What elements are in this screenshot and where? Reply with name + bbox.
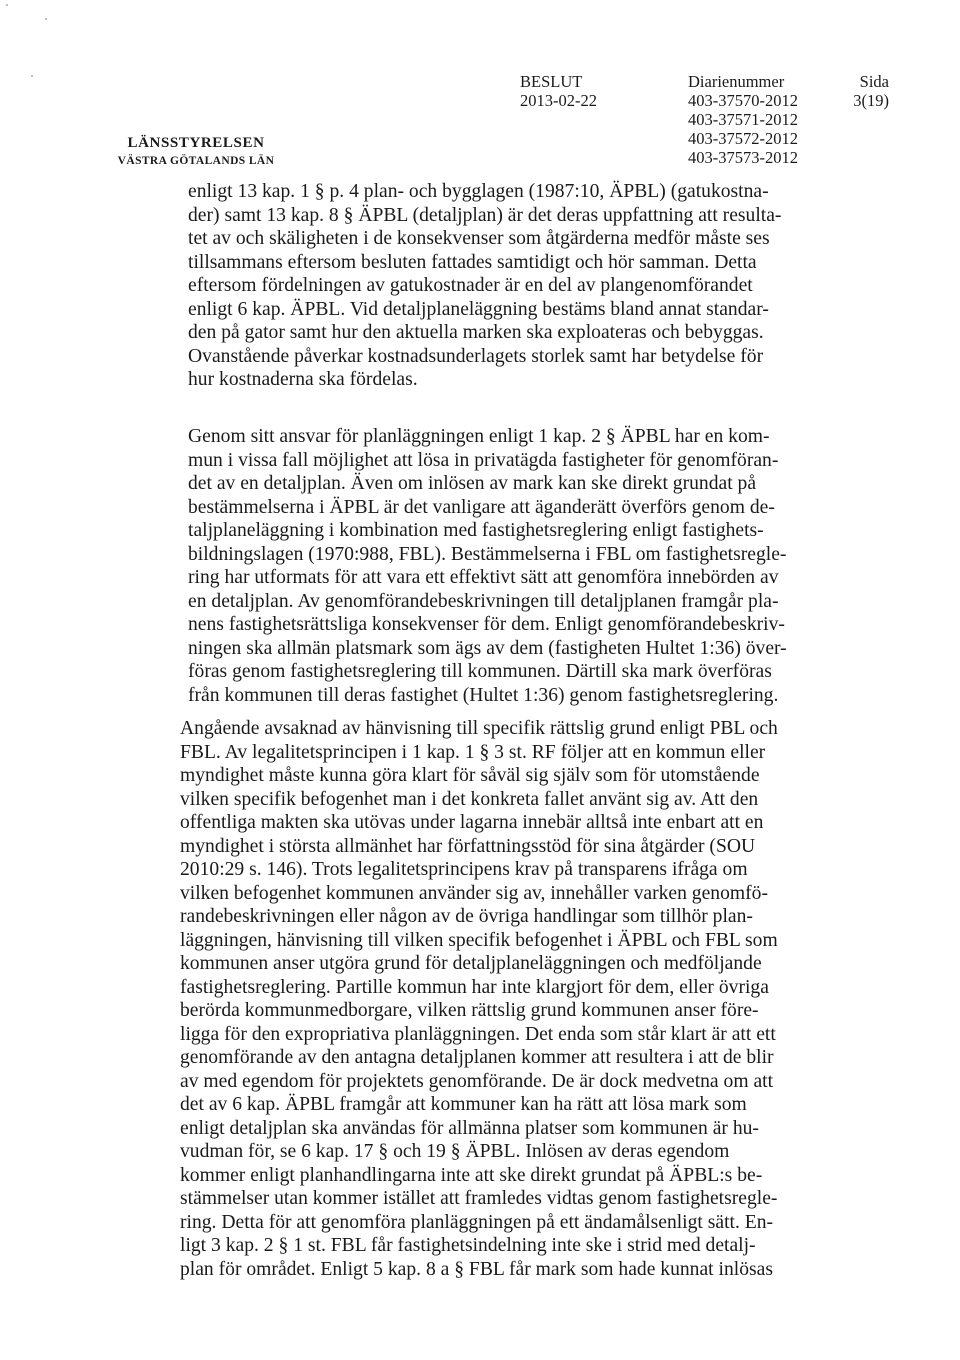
text-line: det av 6 kap. ÄPBL framgår att kommuner kan ha rätt att lösa mark som — [180, 1094, 747, 1115]
document-type: BESLUT — [520, 72, 583, 91]
organization-name: LÄNSSTYRELSEN — [127, 135, 265, 151]
text-line: ring. Detta för att genomföra planläggningen på ett ändamålsenligt sätt. En- — [180, 1211, 774, 1233]
text-line: mun i vissa fall möjlighet att lösa in privatägda fastigheter för genomföran- — [188, 449, 779, 471]
text-line: tillsammans eftersom besluten fattades samtidigt och hör samman. Detta — [188, 251, 757, 273]
text-line: genomförande av den antagna detaljplanen kommer att resultera i att de blir — [180, 1047, 774, 1068]
scan-speck — [31, 75, 33, 77]
text-line: eftersom fördelningen av gatukostnader är en del av plangenomförandet — [188, 275, 753, 296]
document-date: 2013-02-22 — [520, 91, 597, 110]
diarienummer-value: 403-37573-2012 — [688, 148, 798, 167]
scan-speck — [6, 4, 8, 6]
text-line: myndighet i största allmänhet har författningsstöd för sina åtgärder (SOU — [180, 835, 756, 857]
diarienummer-block — [688, 72, 798, 167]
text-line: enligt detaljplan ska användas för allmänna platser som kommunen är hu- — [180, 1117, 759, 1139]
text-line: enligt 6 kap. ÄPBL. Vid detaljplaneläggning bestäms bland annat standar- — [188, 298, 769, 320]
text-line: vilken specifik befogenhet man i det konkreta fallet använt sig av. Att den — [180, 788, 759, 810]
paragraph — [180, 717, 780, 1281]
diarienummer-label: Diarienummer — [688, 72, 785, 91]
scan-speck — [45, 18, 47, 20]
organization-subtitle: VÄSTRA GÖTALANDS LÄN — [117, 155, 275, 167]
text-line: läggningen, hänvisning till vilken specifik befogenhet i ÄPBL och FBL som — [180, 929, 778, 951]
text-line: det av en detaljplan. Även om inlösen av mark kan ske direkt grundat på — [188, 473, 757, 494]
text-line: bildningslagen (1970:988, FBL). Bestämmelserna i FBL om fastighetsregle- — [188, 543, 787, 565]
text-line: ligga för den expropriativa planläggningen. Det enda som står klart är att ett — [180, 1023, 776, 1045]
text-line: vilken befogenhet kommunen använder sig av, innehåller varken genomfö- — [180, 882, 768, 904]
paragraph — [188, 180, 788, 392]
page-number-label: Sida — [859, 72, 889, 91]
text-line: enligt 13 kap. 1 § p. 4 plan- och bygglagen (1987:10, ÄPBL) (gatukostna- — [188, 181, 769, 202]
text-line: kommer enligt planhandlingarna inte att ske direkt grundat på ÄPBL:s be- — [180, 1164, 763, 1186]
text-line: tet av och skäligheten i de konsekvenser som åtgärderna medför måste ses — [188, 228, 770, 249]
organization-logo — [108, 135, 284, 167]
text-line: nens fastighetsrättsliga konsekvenser för dem. Enligt genomförandebeskriv- — [188, 614, 785, 635]
text-line: ring har utformats för att vara ett effektivt sätt att genomföra innebörden av — [188, 567, 779, 588]
text-line: Ovanstående påverkar kostnadsunderlagets storlek samt har betydelse för — [188, 345, 764, 367]
text-line: plan för området. Enligt 5 kap. 8 a § FBL får mark som hade kunnat inlösas — [180, 1258, 773, 1280]
text-line: 2010:29 s. 146). Trots legalitetsprincipens krav på transparens ifråga om — [180, 859, 748, 880]
page-number-block — [845, 72, 889, 110]
text-line: kommunen anser utgöra grund för detaljplaneläggningen och medföljande — [180, 953, 762, 974]
text-line: fastighetsreglering. Partille kommun har inte klargjort för dem, eller övriga — [180, 976, 769, 998]
diarienummer-value: 403-37572-2012 — [688, 129, 798, 148]
document-type-block — [520, 72, 597, 110]
text-line: från kommunen till deras fastighet (Hultet 1:36) genom fastighetsreglering. — [188, 684, 779, 706]
text-line: den på gator samt hur den aktuella marken ska exploateras och bebyggas. — [188, 322, 764, 343]
text-line: ningen ska allmän platsmark som ägs av dem (fastigheten Hultet 1:36) över- — [188, 637, 787, 659]
text-line: av med egendom för projektets genomförande. De är dock medvetna om att — [180, 1070, 774, 1092]
text-line: hur kostnaderna ska fördelas. — [188, 369, 418, 390]
text-line: offentliga makten ska utövas under lagarna innebär alltså inte enbart att en — [180, 812, 764, 833]
text-line: vudman för, se 6 kap. 17 § och 19 § ÄPBL. Inlösen av deras egendom — [180, 1141, 730, 1162]
text-line: en detaljplan. Av genomförandebeskrivningen till detaljplanen framgår pla- — [188, 590, 779, 612]
text-line: ligt 3 kap. 2 § 1 st. FBL får fastighetsindelning inte ske i strid med detalj- — [180, 1235, 756, 1256]
diarienummer-value: 403-37570-2012 — [688, 91, 798, 110]
text-line: der) samt 13 kap. 8 § ÄPBL (detaljplan) är det deras uppfattning att resulta- — [188, 204, 782, 226]
text-line: Angående avsaknad av hänvisning till specifik rättslig grund enligt PBL och — [180, 718, 778, 739]
text-line: randebeskrivningen eller någon av de övriga handlingar som tillhör plan- — [180, 906, 753, 927]
text-line: bestämmelserna i ÄPBL är det vanligare att äganderätt överförs genom de- — [188, 496, 775, 518]
text-line: stämmelser utan kommer istället att framledes vidtas genom fastighetsregle- — [180, 1188, 778, 1209]
text-line: berörda kommunmedborgare, vilken rättslig grund kommunen anser före- — [180, 1000, 759, 1021]
text-line: myndighet måste kunna göra klart för såväl sig själv som för utomstående — [180, 765, 760, 786]
text-line: Genom sitt ansvar för planläggningen enligt 1 kap. 2 § ÄPBL har en kom- — [188, 426, 770, 447]
text-line: taljplaneläggning i kombination med fastighetsreglering enligt fastighets- — [188, 520, 764, 541]
page-number: 3(19) — [853, 91, 889, 110]
diarienummer-value: 403-37571-2012 — [688, 110, 798, 129]
text-line: FBL. Av legalitetsprincipen i 1 kap. 1 § 3 st. RF följer att en kommun eller — [180, 741, 766, 763]
paragraph — [188, 425, 788, 707]
text-line: föras genom fastighetsreglering till kommunen. Därtill ska mark överföras — [188, 661, 772, 682]
